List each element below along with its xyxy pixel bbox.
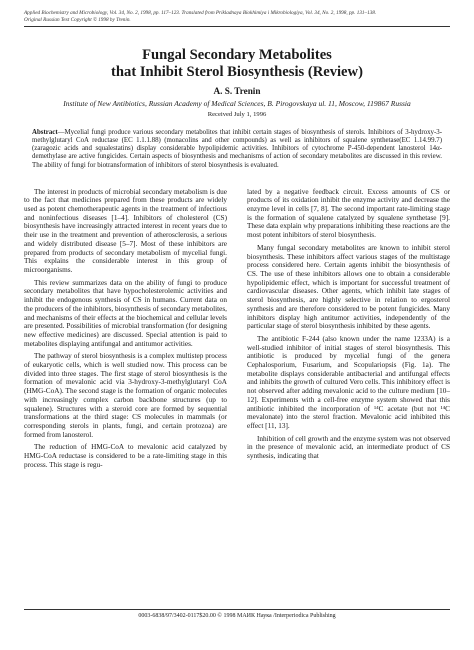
paragraph: This review summarizes data on the ability of fungi to produce secondary metabolites that have hypocholesterolemic activities and inhibit the endogenous synthesis of CS in humans. Current data on the producers of the inhibitors, biosynthesis of secondary metabolites, and mechanisms of their effects at the biochemical and cellular levels are presented. Possibilities of microbial transformation (for designing new effective medicines) are discussed. Special attention is paid to metabolites displaying antifungal and antitumor activities.: [24, 278, 227, 348]
paragraph-continued: lated by a negative feedback circuit. Excess amounts of CS or products of its oxidation inhibit the enzyme activity and decrease the enzyme level in cells [7, 8]. The second important rate-limiting stage is the formation of squalene catalyzed by squalene synthetase [9]. These data explain why preparations inhibiting these reactions are the most potent inhibitors of sterol biosynthesis.: [247, 187, 450, 240]
running-head-copyright: Original Russian Text Copyright © 1998 by Trenin.: [24, 16, 131, 23]
paragraph: The pathway of sterol biosynthesis is a complex multistep process of eukaryotic cells, which is well studied now. This process can be divided into three stages. The first stage of sterol biosynthesis is the formation of mevalonic acid via 3-hydroxy-3-methylglutaryl CoA (HMG-CoA). The second stage is the formation of organic molecules with increasingly complex carbon backbone structures (up to squalene). Structures with a steroid core are formed by sequential transformations at the third stage: CS molecules in mammals (or corresponding sterols in plants, fungi, and certain protozoa) are formed from lanosterol.: [24, 352, 227, 439]
left-column: [24, 188, 227, 474]
paragraph: Many fungal secondary metabolites are known to inhibit sterol biosynthesis. These inhibitors affect various stages of the multistage process considered here. Certain agents inhibit the biosynthesis of CS. The use of these inhibitors allows one to obtain a considerable hypolipidemic effect, which is important for successful treatment of cardiovascular diseases. Other agents, which inhibit late stages of sterol biosynthesis, are highly selective in relation to ergosterol synthesis and are therefore considered to be potent fungicides. Many inhibitors display high antitumor activities, independently of the particular stage of sterol biosynthesis inhibited by these agents.: [247, 243, 450, 331]
article-title: [24, 47, 450, 80]
running-head: [24, 10, 450, 23]
body-columns: [24, 188, 450, 474]
abstract-label: Abstract: [32, 129, 58, 137]
paragraph: The interest in products of microbial secondary metabolism is due to the fact that medicines prepared from these products are widely used as potent chemotherapeutic agents in the treatment of infectious and noninfectious diseases [1–4]. Inhibitors of cholesterol (CS) biosynthesis have increasingly attracted interest in recent years due to their use in the treatment and prevention of atherosclerosis, a serious and widely distributed disease [5–7]. Most of these inhibitors are prepared from products of secondary metabolism of mycelial fungi. This explains the considerable interest in this group of microorganisms.: [24, 187, 227, 274]
footer-rule: [24, 609, 450, 610]
title-line-2: that Inhibit Sterol Biosynthesis (Review): [111, 63, 363, 80]
received-date: Received July 1, 1996: [207, 111, 267, 119]
right-column: [247, 188, 450, 474]
author-affiliation: Institute of New Antibiotics, Russian Academy of Medical Sciences, B. Pirogovskaya ul. 11, Moscow, 119867 Russia: [63, 99, 411, 109]
abstract-text: —Mycelial fungi produce various secondary metabolites that inhibit certain stages of biosynthesis of sterols. Inhibitors of 3-hydroxy-3-methylglutaryl CoA reductase (EC 1.1.1.88) (monacolins and other compounds) as well as inhibitors of squalene synthetase(EC 1.14.99.7) (zaragozic acids and squalestatins) display considerable hypolipidemic activities. Inhibitors of cytochrome P-450-dependent lanosterol 14α-demethylase are active fungicides. Certain aspects of biosynthesis and mechanisms of action of secondary metabolites are discussed in this review. The ability of fungi for biotransformation of inhibitors of sterol biosynthesis is evaluated.: [32, 129, 442, 169]
paragraph: The antibiotic F-244 (also known under the name 1233A) is a well-studied inhibitor of initial stages of sterol biosynthesis. This antibiotic is produced by mycelial fungi of the genera Cephalosporium, Fusarium, and Scopulariopsis (Fig. 1a). The metabolite displays considerable antibacterial and antifungal effects and inhibits the growth of cultured Vero cells. This inhibitory effect is not observed after adding mevalonic acid to the culture medium [10–12]. Experiments with a cell-free enzyme system showed that this antibiotic inhibited the incorporation of ¹⁴C acetate (but not ¹⁴C mevalonate) into the sterol fraction. Mevalonic acid inhibited this effect [11, 13].: [247, 334, 450, 430]
header-rule: [24, 26, 450, 27]
author-name: A. S. Trenin: [213, 86, 261, 97]
running-head-citation: Applied Biochemistry and Microbiology, Vol. 34, No. 2, 1998, pp. 117–123. Translated from Prikladnaya Biokhimiya i Mikrobiologiya, Vol. 34, No. 2, 1998, pp. 131–138.: [24, 10, 377, 16]
paragraph: Inhibition of cell growth and the enzyme system was not observed in the presence of mevalonic acid, an intermediate product of CS synthesis, indicating that: [247, 434, 450, 461]
footer-copyright: 0003-6838/97/3402-0117$20.00 © 1998 МАИК Наука /Interperiodica Publishing: [138, 613, 336, 619]
title-line-1: Fungal Secondary Metabolites: [142, 47, 332, 64]
paragraph: The reduction of HMG-CoA to mevalonic acid catalyzed by HMG-CoA reductase is considered to be a rate-limiting stage in this process. This stage is regu-: [24, 443, 227, 469]
abstract: [32, 129, 442, 169]
